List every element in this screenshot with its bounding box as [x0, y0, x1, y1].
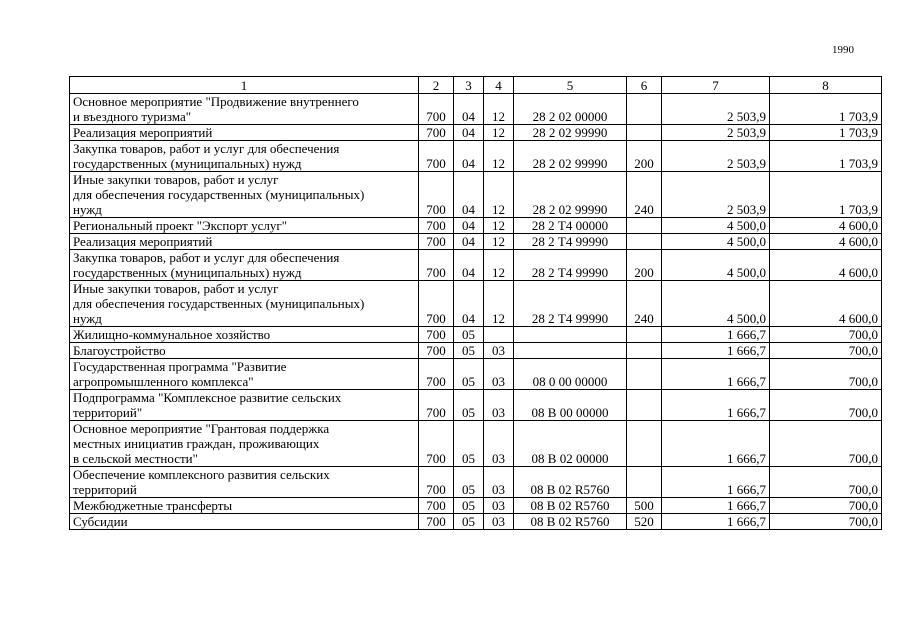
- chapter-code-cell: 04: [454, 125, 484, 141]
- row-name-cell: Основное мероприятие "Продвижение внутреннего и въездного туризма": [70, 94, 419, 125]
- target-item-code-cell: 28 2 Т4 00000: [514, 218, 627, 234]
- chapter-code-cell: 05: [454, 421, 484, 467]
- section-code-cell: 700: [419, 327, 454, 343]
- chapter-code-cell: 05: [454, 514, 484, 530]
- section-code-cell: 700: [419, 94, 454, 125]
- subsection-code-cell: 12: [484, 250, 514, 281]
- table-row: [70, 125, 882, 141]
- table-row: [70, 390, 882, 421]
- chapter-code-cell: 05: [454, 467, 484, 498]
- section-code-cell: 700: [419, 343, 454, 359]
- expense-type-code-cell: [627, 467, 662, 498]
- table-header-row: [70, 77, 882, 94]
- table-row: [70, 327, 882, 343]
- expense-type-code-cell: [627, 359, 662, 390]
- target-item-code-cell: 08 0 00 00000: [514, 359, 627, 390]
- expense-type-code-cell: 200: [627, 141, 662, 172]
- amount-col8-cell: 1 703,9: [770, 141, 882, 172]
- chapter-code-cell: 05: [454, 390, 484, 421]
- amount-col7-cell: 4 500,0: [662, 250, 770, 281]
- subsection-code-cell: 12: [484, 234, 514, 250]
- table-row: [70, 218, 882, 234]
- table-row: [70, 467, 882, 498]
- budget-table: [69, 76, 882, 530]
- amount-col7-cell: 1 666,7: [662, 467, 770, 498]
- amount-col8-cell: 1 703,9: [770, 172, 882, 218]
- row-name-cell: Реализация мероприятий: [70, 234, 419, 250]
- amount-col7-cell: 1 666,7: [662, 343, 770, 359]
- amount-col8-cell: 4 600,0: [770, 281, 882, 327]
- amount-col7-cell: 1 666,7: [662, 498, 770, 514]
- table-row: [70, 359, 882, 390]
- header-cell: 6: [627, 77, 662, 94]
- subsection-code-cell: 03: [484, 343, 514, 359]
- subsection-code-cell: 03: [484, 390, 514, 421]
- table-row: [70, 234, 882, 250]
- target-item-code-cell: 08 В 02 00000: [514, 421, 627, 467]
- amount-col8-cell: 1 703,9: [770, 125, 882, 141]
- chapter-code-cell: 04: [454, 94, 484, 125]
- table-row: [70, 94, 882, 125]
- amount-col8-cell: 700,0: [770, 359, 882, 390]
- target-item-code-cell: 08 В 02 R5760: [514, 498, 627, 514]
- section-code-cell: 700: [419, 514, 454, 530]
- row-name-cell: Закупка товаров, работ и услуг для обеспечения государственных (муниципальных) нужд: [70, 250, 419, 281]
- chapter-code-cell: 04: [454, 172, 484, 218]
- target-item-code-cell: 28 2 02 99990: [514, 125, 627, 141]
- amount-col8-cell: 700,0: [770, 327, 882, 343]
- amount-col8-cell: 700,0: [770, 390, 882, 421]
- amount-col7-cell: 4 500,0: [662, 234, 770, 250]
- expense-type-code-cell: [627, 94, 662, 125]
- row-name-cell: Иные закупки товаров, работ и услуг для обеспечения государственных (муниципальных) нужд: [70, 281, 419, 327]
- subsection-code-cell: 03: [484, 467, 514, 498]
- row-name-cell: Закупка товаров, работ и услуг для обеспечения государственных (муниципальных) нужд: [70, 141, 419, 172]
- subsection-code-cell: 03: [484, 498, 514, 514]
- chapter-code-cell: 04: [454, 141, 484, 172]
- amount-col7-cell: 1 666,7: [662, 421, 770, 467]
- amount-col7-cell: 2 503,9: [662, 141, 770, 172]
- amount-col8-cell: 700,0: [770, 343, 882, 359]
- row-name-cell: Подпрограмма "Комплексное развитие сельских территорий": [70, 390, 419, 421]
- expense-type-code-cell: [627, 343, 662, 359]
- expense-type-code-cell: [627, 234, 662, 250]
- section-code-cell: 700: [419, 467, 454, 498]
- table-row: [70, 514, 882, 530]
- row-name-cell: Субсидии: [70, 514, 419, 530]
- amount-col8-cell: 700,0: [770, 498, 882, 514]
- row-name-cell: Иные закупки товаров, работ и услуг для обеспечения государственных (муниципальных) нужд: [70, 172, 419, 218]
- amount-col7-cell: 2 503,9: [662, 125, 770, 141]
- table-row: [70, 498, 882, 514]
- subsection-code-cell: 12: [484, 218, 514, 234]
- target-item-code-cell: 08 В 02 R5760: [514, 514, 627, 530]
- header-cell: 5: [514, 77, 627, 94]
- expense-type-code-cell: [627, 421, 662, 467]
- target-item-code-cell: 08 В 02 R5760: [514, 467, 627, 498]
- amount-col7-cell: 1 666,7: [662, 390, 770, 421]
- table-row: [70, 250, 882, 281]
- target-item-code-cell: 28 2 Т4 99990: [514, 250, 627, 281]
- chapter-code-cell: 04: [454, 234, 484, 250]
- header-cell: 3: [454, 77, 484, 94]
- target-item-code-cell: 28 2 02 99990: [514, 172, 627, 218]
- section-code-cell: 700: [419, 498, 454, 514]
- table-row: [70, 343, 882, 359]
- subsection-code-cell: 12: [484, 281, 514, 327]
- amount-col7-cell: 1 666,7: [662, 359, 770, 390]
- section-code-cell: 700: [419, 421, 454, 467]
- subsection-code-cell: 12: [484, 141, 514, 172]
- header-cell: 8: [770, 77, 882, 94]
- section-code-cell: 700: [419, 250, 454, 281]
- amount-col8-cell: 4 600,0: [770, 234, 882, 250]
- amount-col7-cell: 2 503,9: [662, 94, 770, 125]
- amount-col7-cell: 4 500,0: [662, 281, 770, 327]
- target-item-code-cell: 28 2 02 00000: [514, 94, 627, 125]
- section-code-cell: 700: [419, 281, 454, 327]
- chapter-code-cell: 04: [454, 250, 484, 281]
- amount-col7-cell: 2 503,9: [662, 172, 770, 218]
- chapter-code-cell: 05: [454, 359, 484, 390]
- expense-type-code-cell: [627, 218, 662, 234]
- expense-type-code-cell: [627, 125, 662, 141]
- target-item-code-cell: [514, 327, 627, 343]
- header-cell: 7: [662, 77, 770, 94]
- header-cell: 2: [419, 77, 454, 94]
- subsection-code-cell: 12: [484, 94, 514, 125]
- amount-col7-cell: 1 666,7: [662, 327, 770, 343]
- chapter-code-cell: 04: [454, 281, 484, 327]
- subsection-code-cell: 03: [484, 514, 514, 530]
- subsection-code-cell: 12: [484, 125, 514, 141]
- row-name-cell: Благоустройство: [70, 343, 419, 359]
- expense-type-code-cell: [627, 390, 662, 421]
- header-cell: 4: [484, 77, 514, 94]
- page-number: 1990: [832, 44, 854, 56]
- subsection-code-cell: 03: [484, 359, 514, 390]
- expense-type-code-cell: 240: [627, 172, 662, 218]
- section-code-cell: 700: [419, 234, 454, 250]
- amount-col8-cell: 4 600,0: [770, 218, 882, 234]
- row-name-cell: Межбюджетные трансферты: [70, 498, 419, 514]
- row-name-cell: Региональный проект "Экспорт услуг": [70, 218, 419, 234]
- table-row: [70, 421, 882, 467]
- amount-col8-cell: 700,0: [770, 514, 882, 530]
- section-code-cell: 700: [419, 125, 454, 141]
- subsection-code-cell: [484, 327, 514, 343]
- amount-col8-cell: 4 600,0: [770, 250, 882, 281]
- target-item-code-cell: 08 В 00 00000: [514, 390, 627, 421]
- section-code-cell: 700: [419, 172, 454, 218]
- target-item-code-cell: 28 2 02 99990: [514, 141, 627, 172]
- row-name-cell: Обеспечение комплексного развития сельских территорий: [70, 467, 419, 498]
- expense-type-code-cell: 520: [627, 514, 662, 530]
- chapter-code-cell: 05: [454, 498, 484, 514]
- chapter-code-cell: 05: [454, 343, 484, 359]
- target-item-code-cell: [514, 343, 627, 359]
- expense-type-code-cell: 200: [627, 250, 662, 281]
- section-code-cell: 700: [419, 218, 454, 234]
- amount-col7-cell: 4 500,0: [662, 218, 770, 234]
- row-name-cell: Основное мероприятие "Грантовая поддержка местных инициатив граждан, проживающих в сельской местности": [70, 421, 419, 467]
- header-cell: 1: [70, 77, 419, 94]
- chapter-code-cell: 05: [454, 327, 484, 343]
- target-item-code-cell: 28 2 Т4 99990: [514, 234, 627, 250]
- section-code-cell: 700: [419, 390, 454, 421]
- amount-col8-cell: 1 703,9: [770, 94, 882, 125]
- table-row: [70, 281, 882, 327]
- table-row: [70, 172, 882, 218]
- table-body: [70, 77, 882, 530]
- expense-type-code-cell: 500: [627, 498, 662, 514]
- subsection-code-cell: 03: [484, 421, 514, 467]
- amount-col8-cell: 700,0: [770, 467, 882, 498]
- table-row: [70, 141, 882, 172]
- target-item-code-cell: 28 2 Т4 99990: [514, 281, 627, 327]
- amount-col8-cell: 700,0: [770, 421, 882, 467]
- chapter-code-cell: 04: [454, 218, 484, 234]
- section-code-cell: 700: [419, 359, 454, 390]
- expense-type-code-cell: 240: [627, 281, 662, 327]
- row-name-cell: Реализация мероприятий: [70, 125, 419, 141]
- subsection-code-cell: 12: [484, 172, 514, 218]
- row-name-cell: Государственная программа "Развитие агропромышленного комплекса": [70, 359, 419, 390]
- amount-col7-cell: 1 666,7: [662, 514, 770, 530]
- expense-type-code-cell: [627, 327, 662, 343]
- row-name-cell: Жилищно-коммунальное хозяйство: [70, 327, 419, 343]
- section-code-cell: 700: [419, 141, 454, 172]
